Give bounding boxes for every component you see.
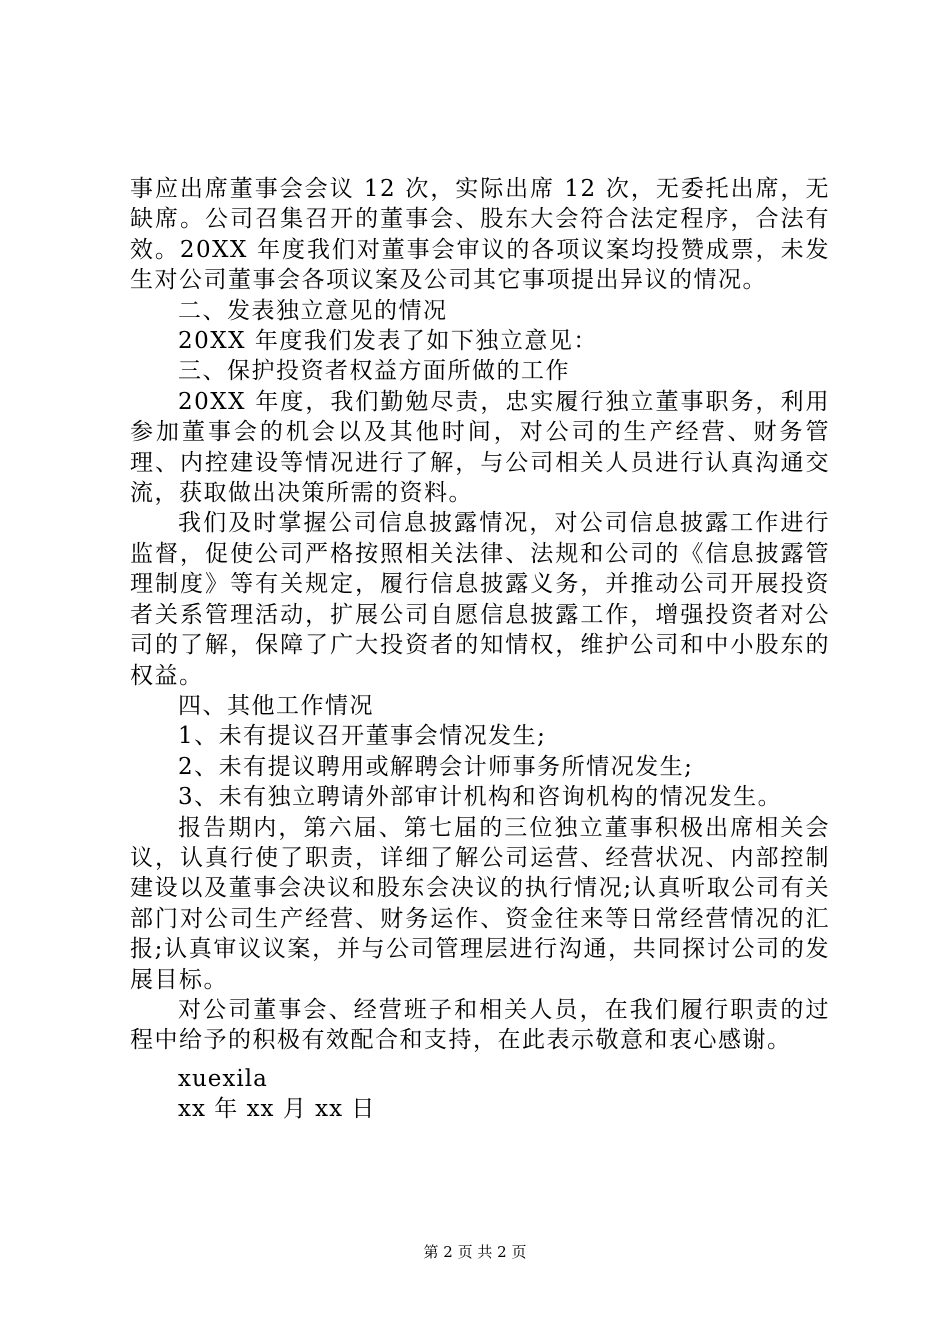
list-item-2: 2、未有提议聘用或解聘会计师事务所情况发生; bbox=[178, 753, 694, 780]
document-body bbox=[130, 174, 830, 1056]
paragraph-attendance: 事应出席董事会会议 12 次，实际出席 12 次，无委托出席，无缺席。公司召集召开的董事会、股东大会符合法定程序，合法有效。20XX 年度我们对董事会审议的各项议案均投赞成票，未发生对公司董事会各项议案及公司其它事项提出异议的情况。 bbox=[130, 176, 830, 294]
list-item-1: 1、未有提议召开董事会情况发生; bbox=[178, 723, 547, 750]
paragraph-reporting-period: 报告期内，第六届、第七届的三位独立董事积极出席相关会议，认真行使了职责，详细了解公司运营、经营状况、内部控制建设以及董事会决议和股东会决议的执行情况;认真听取公司有关部门对公司生产经营、财务运作、资金往来等日常经营情况的汇报;认真审议议案，并与公司管理层进行沟通，共同探讨公司的发展目标。 bbox=[130, 814, 830, 993]
signature-block bbox=[178, 1064, 375, 1125]
signature-date: xx 年 xx 月 xx 日 bbox=[178, 1096, 376, 1123]
list-item-3: 3、未有独立聘请外部审计机构和咨询机构的情况发生。 bbox=[178, 784, 783, 811]
page-footer: 第 2 页 共 2 页 bbox=[423, 1243, 527, 1261]
signature-name: xuexila bbox=[178, 1066, 268, 1092]
heading-other-work: 四、其他工作情况 bbox=[178, 692, 374, 719]
paragraph-opinions-issued: 20XX 年度我们发表了如下独立意见： bbox=[178, 328, 598, 355]
paragraph-thanks: 对公司董事会、经营班子和相关人员，在我们履行职责的过程中给予的积极有效配合和支持，在此表示敬意和衷心感谢。 bbox=[130, 996, 830, 1054]
heading-investor-protection: 三、保护投资者权益方面所做的工作 bbox=[178, 358, 570, 385]
heading-independent-opinions: 二、发表独立意见的情况 bbox=[178, 297, 448, 324]
paragraph-disclosure: 我们及时掌握公司信息披露情况，对公司信息披露工作进行监督，促使公司严格按照相关法律、法规和公司的《信息披露管理制度》等有关规定，履行信息披露义务，并推动公司开展投资者关系管理活动，扩展公司自愿信息披露工作，增强投资者对公司的了解，保障了广大投资者的知情权，维护公司和中小股东的权益。 bbox=[130, 510, 830, 689]
paragraph-diligence: 20XX 年度，我们勤勉尽责，忠实履行独立董事职务，利用参加董事会的机会以及其他时间，对公司的生产经营、财务管理、内控建设等情况进行了解，与公司相关人员进行认真沟通交流，获取做出决策所需的资料。 bbox=[130, 388, 830, 507]
